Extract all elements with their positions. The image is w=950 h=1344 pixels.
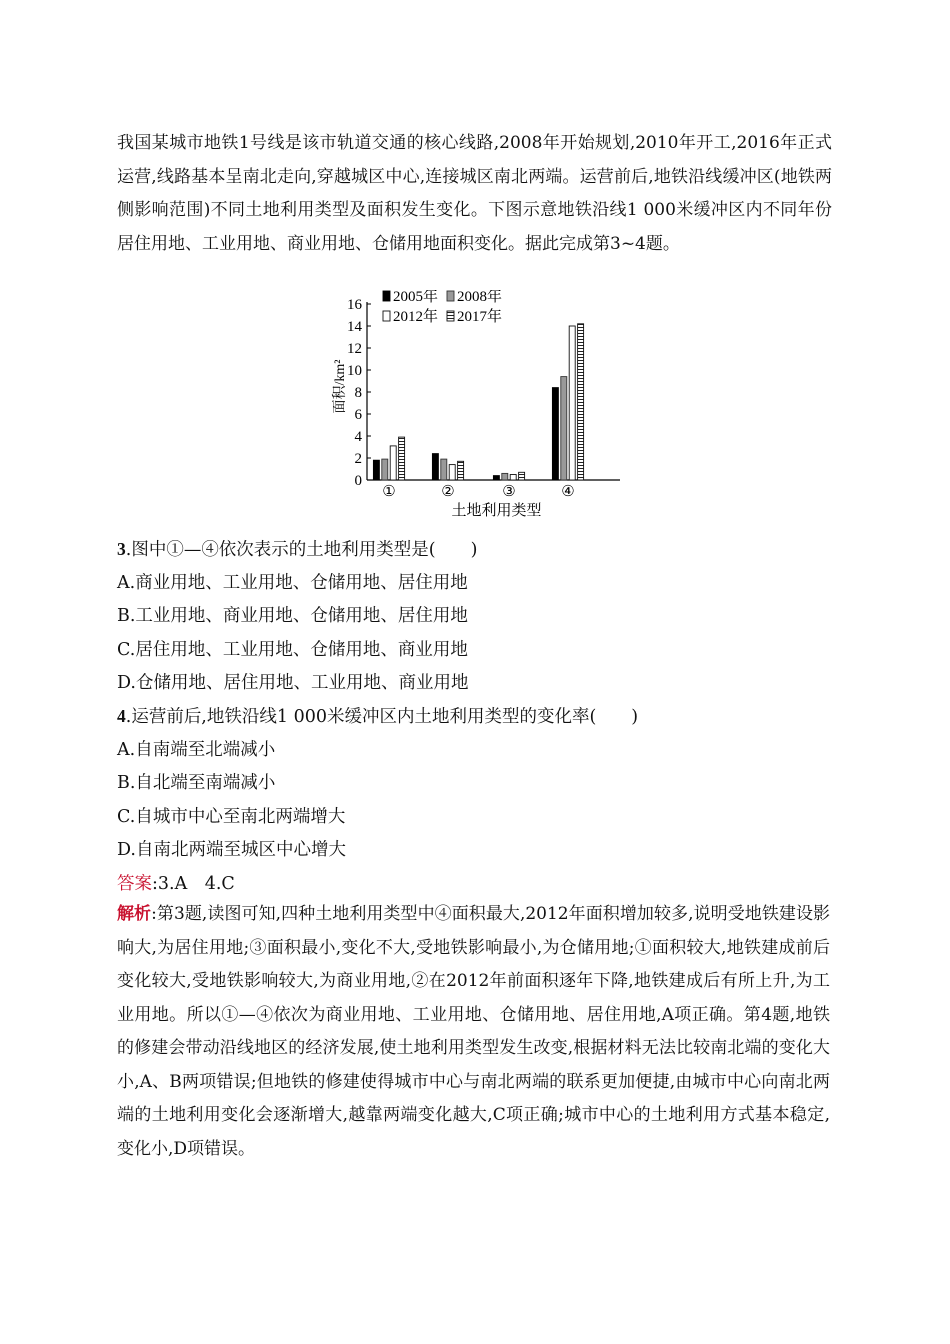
x-tick-label: ① xyxy=(382,484,396,500)
y-tick-label: 6 xyxy=(354,407,362,423)
legend-swatch-2005年 xyxy=(383,291,390,301)
question-3-stem xyxy=(117,533,837,567)
question-3-number: 3 xyxy=(117,539,126,559)
y-axis-label: 面积/km² xyxy=(333,359,348,414)
bar-3-2008年 xyxy=(502,473,508,480)
y-tick-label: 10 xyxy=(347,363,362,379)
x-axis-label: 土地利用类型 xyxy=(451,503,542,519)
question-4-stem-text: .运营前后,地铁沿线1 000米缓冲区内土地利用类型的变化率( ) xyxy=(125,707,639,727)
legend-label: 2008年 xyxy=(457,290,503,305)
y-tick-label: 4 xyxy=(354,429,362,445)
bar-2-2017年 xyxy=(458,461,464,480)
bar-4-2012年 xyxy=(569,326,575,480)
legend-swatch-2008年 xyxy=(447,291,454,301)
question-3-option-a: A.商业用地、工业用地、仓储用地、居住用地 xyxy=(117,572,468,593)
analysis-paragraph xyxy=(117,898,830,1166)
question-3-option-d: D.仓储用地、居住用地、工业用地、商业用地 xyxy=(117,673,469,693)
question-4-option-d: D.自南北两端至城区中心增大 xyxy=(117,840,346,860)
answer-text: :3.A 4.C xyxy=(152,873,235,894)
legend-swatch-2017年 xyxy=(447,311,454,321)
legend-swatch-2012年 xyxy=(383,311,390,321)
bar-3-2017年 xyxy=(519,472,525,480)
question-4-stem xyxy=(117,700,837,734)
legend-label: 2017年 xyxy=(457,309,503,325)
y-tick-label: 16 xyxy=(347,297,362,313)
intro-text: 我国某城市地铁1号线是该市轨道交通的核心线路,2008年开始规划,2010年开工,2016年正式运营,线路基本呈南北走向,穿越城区中心,连接城区南北两端。运营前后,地铁沿线缓冲区(地铁两侧影响范围)不同土地利用类型及面积发生变化。下图示意地铁沿线1 000米缓冲区内不同年份居住用地、工业用地、商业用地、仓储用地面积变化。据此完成第3~4题。 xyxy=(117,133,832,254)
bar-2-2005年 xyxy=(432,454,438,480)
intro-paragraph xyxy=(117,127,832,261)
analysis-text: :第3题,读图可知,四种土地利用类型中④面积最大,2012年面积增加较多,说明受地铁建设影响大,为居住用地;③面积最小,变化不大,受地铁影响最小,为仓储用地;①面积较大,地铁建成前后变化较大,受地铁影响较大,为商业用地,②在2012年前面积逐年下降,地铁建成后有所上升,为工业用地。所以①—④依次为商业用地、工业用地、仓储用地、居住用地,A项正确。第4题,地铁的修建会带动沿线地区的经济发展,使土地利用类型发生改变,根据材料无法比较南北端的变化大小,A、B两项错误;但地铁的修建使得城市中心与南北两端的联系更加便捷,由城市中心向南北两端的土地利用变化会逐渐增大,越靠两端变化越大,C项正确;城市中心的土地利用方式基本稳定,变化小,D项错误。 xyxy=(117,904,831,1159)
bar-3-2012年 xyxy=(510,475,516,481)
bar-2-2008年 xyxy=(441,459,447,480)
y-tick-label: 0 xyxy=(354,473,362,489)
bar-1-2008年 xyxy=(382,459,388,480)
y-tick-label: 8 xyxy=(354,385,362,401)
legend-label: 2012年 xyxy=(393,309,439,325)
question-3-option-b: B.工业用地、商业用地、仓储用地、居住用地 xyxy=(117,606,468,626)
y-tick-label: 14 xyxy=(347,319,362,335)
question-3-stem-text: .图中①—④依次表示的土地利用类型是( ) xyxy=(125,540,478,560)
bar-4-2008年 xyxy=(561,377,567,480)
bar-4-2017年 xyxy=(578,324,584,480)
bar-chart xyxy=(320,290,630,530)
question-4-option-b: B.自北端至南端减小 xyxy=(117,773,276,793)
bar-1-2005年 xyxy=(373,460,379,480)
question-3-option-c: C.居住用地、工业用地、仓储用地、商业用地 xyxy=(117,639,468,660)
question-4 xyxy=(117,700,837,901)
bar-1-2012年 xyxy=(390,446,396,480)
question-4-number: 4 xyxy=(117,706,126,726)
x-tick-label: ④ xyxy=(561,484,575,500)
bar-3-2005年 xyxy=(493,476,499,480)
bar-2-2012年 xyxy=(449,465,455,480)
answer-line xyxy=(117,868,837,902)
x-tick-label: ③ xyxy=(502,484,516,500)
analysis-label: 解析 xyxy=(117,904,152,924)
y-tick-label: 12 xyxy=(347,341,362,357)
answer-label: 答案 xyxy=(117,873,152,894)
bar-1-2017年 xyxy=(399,437,405,480)
bar-4-2005年 xyxy=(552,388,558,480)
legend-label: 2005年 xyxy=(393,290,439,305)
x-tick-label: ② xyxy=(441,484,455,500)
y-tick-label: 2 xyxy=(354,451,362,467)
question-3 xyxy=(117,533,837,701)
question-4-option-a: A.自南端至北端减小 xyxy=(117,739,276,760)
question-4-option-c: C.自城市中心至南北两端增大 xyxy=(117,806,346,827)
